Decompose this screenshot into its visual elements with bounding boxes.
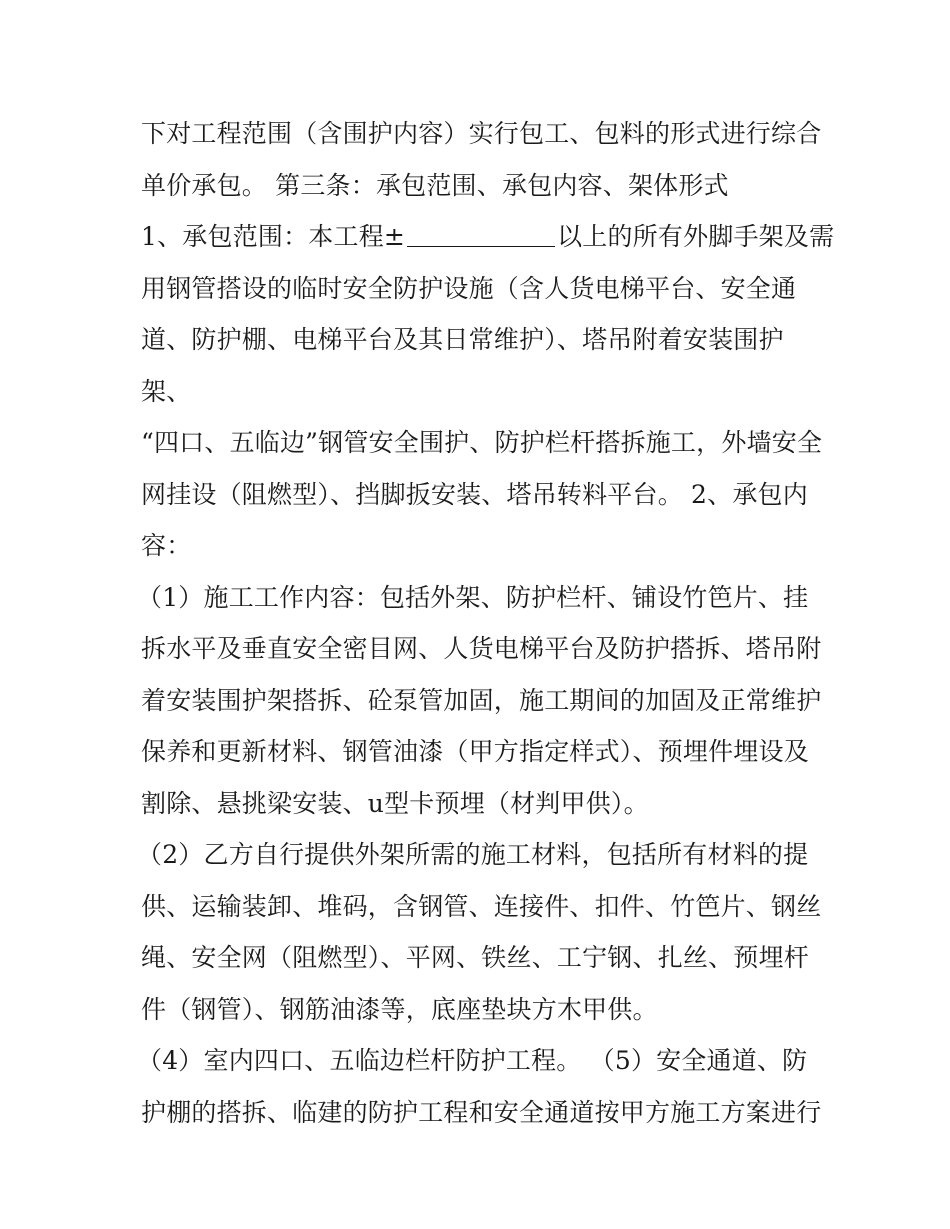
- scope-prefix: 1、承包范围：本工程±: [141, 222, 406, 251]
- text-line: 保养和更新材料、钢管油漆（甲方指定样式）、预埋件埋设及: [141, 737, 809, 766]
- text-line: 着安装围护架搭拆、砼泵管加固，施工期间的加固及正常维护: [141, 685, 822, 715]
- scope-suffix: 以上的所有外脚手架及需: [557, 222, 835, 251]
- text-line: （4）室内四口、五临边栏杆防护工程。 （5）安全通道、防: [137, 1046, 808, 1075]
- text-line: 拆水平及垂直安全密目网、人货电梯平台及防护搭拆、塔吊附: [141, 634, 822, 663]
- text-line: 用钢管搭设的临时安全防护设施（含人货电梯平台、安全通: [141, 273, 797, 303]
- text-line-scope: [141, 211, 835, 263]
- text-line: 护棚的搭拆、临建的防护工程和安全通道按甲方施工方案进行: [141, 1097, 822, 1127]
- text-line: 下对工程范围（含围护内容）实行包工、包料的形式进行综合: [141, 119, 822, 148]
- text-line: 架、: [141, 376, 192, 406]
- text-line: （2）乙方自行提供外架所需的施工材料，包括所有材料的提: [137, 840, 809, 869]
- text-line: 件（钢管）、钢筋油漆等，底座垫块方木甲供。: [141, 994, 658, 1024]
- text-line: 容：: [141, 531, 192, 560]
- text-line: 网挂设（阻燃型）、挡脚扳安装、塔吊转料平台。 2、承包内: [141, 479, 808, 509]
- text-line: 单价承包。 第三条：承包范围、承包内容、架体形式: [141, 170, 729, 200]
- text-line: 割除、悬挑梁安装、u型卡预埋（材判甲供）。: [141, 788, 649, 818]
- text-line: 道、防护棚、电梯平台及其日常维护）、塔吊附着安装围护: [141, 325, 784, 354]
- text-line: 供、运输装卸、堆码，含钢管、连接件、扣件、竹笆片、钢丝: [141, 891, 822, 921]
- document-body: [137, 108, 835, 1138]
- text-line: 绳、安全网（阻燃型）、平网、铁丝、工宁钢、扎丝、预埋杆: [141, 943, 809, 972]
- text-line: （1）施工工作内容：包括外架、防护栏杆、铺设竹笆片、挂: [137, 582, 809, 612]
- text-line: “四口、五临边”钢管安全围护、防护栏杆搭拆施工，外墙安全: [141, 428, 823, 457]
- fill-in-blank: [407, 222, 555, 247]
